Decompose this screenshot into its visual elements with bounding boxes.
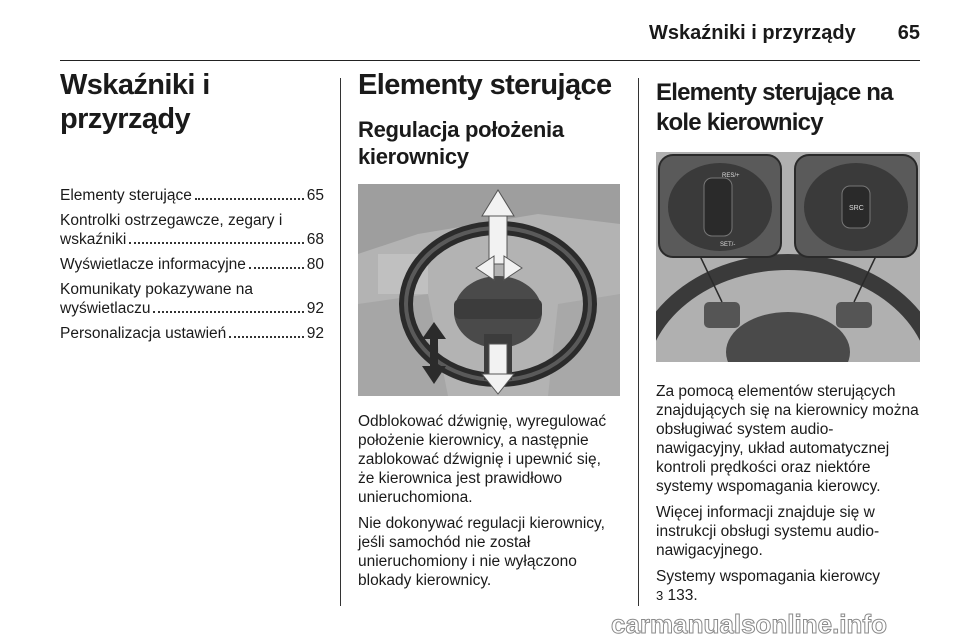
steering-wheel-controls-illustration <box>656 152 920 362</box>
toc-entry-page: 80 <box>306 256 324 273</box>
watermark <box>608 606 928 640</box>
toc-entry-label: Personalizacja ustawień <box>60 325 227 342</box>
section-title: Elementy sterujące na kole kierownicy <box>656 79 893 136</box>
column-steering-adjustment <box>358 68 620 597</box>
reference-arrow-icon: 3 <box>656 588 664 603</box>
column-divider <box>638 78 639 606</box>
column-divider <box>340 78 341 606</box>
section-title: Elementy sterujące <box>358 69 612 101</box>
toc-entry-label: Komunikaty pokazywane na <box>60 281 254 298</box>
running-header <box>649 22 920 45</box>
toc-entry-page: 92 <box>306 300 324 317</box>
paragraph: Nie dokonywać regulacji kierownicy, jeśli samochód nie został unieruchomiony i nie wyłączono blokady kierownicy. <box>358 515 605 589</box>
toc-entry-page: 65 <box>306 187 324 204</box>
toc-entry[interactable] <box>60 211 324 249</box>
header-page-number: 65 <box>897 22 920 44</box>
column-toc <box>60 68 324 349</box>
header-title: Wskaźniki i przyrządy <box>649 22 856 44</box>
chapter-title: Wskaźniki i przyrządy <box>60 69 210 135</box>
cross-reference-page[interactable]: 133. <box>667 587 698 604</box>
table-of-contents <box>60 186 324 343</box>
toc-entry[interactable] <box>60 280 324 318</box>
steering-adjustment-illustration <box>358 184 620 396</box>
column-wheel-controls <box>656 68 920 612</box>
toc-entry-label: Kontrolki ostrzegawcze, zegary i <box>60 212 283 229</box>
subsection-title: Regulacja położenia kierownicy <box>358 117 564 169</box>
cross-reference-text: Systemy wspomagania kierowcy <box>656 568 880 585</box>
toc-entry-label: wskaźniki <box>60 231 127 248</box>
cross-reference <box>656 567 920 605</box>
toc-leader <box>153 311 303 313</box>
toc-entry-page: 68 <box>306 231 324 248</box>
toc-entry-label: Wyświetlacze informacyjne <box>60 256 246 273</box>
toc-entry-label: wyświetlaczu <box>60 300 151 317</box>
toc-entry-label: Elementy sterujące <box>60 187 192 204</box>
toc-leader <box>249 267 304 269</box>
toc-leader <box>129 242 303 244</box>
src-label: SRC <box>849 205 864 212</box>
set-label: SET/- <box>720 242 736 248</box>
toc-leader <box>229 336 303 338</box>
toc-entry-page: 92 <box>306 325 324 342</box>
toc-entry[interactable] <box>60 186 324 205</box>
toc-entry[interactable] <box>60 255 324 274</box>
paragraph: Odblokować dźwignię, wyregulować położenie kierownicy, a następnie zablokować dźwignię i upewnić się, że kierownica jest prawidłowo unieruchomiona. <box>358 413 607 506</box>
toc-leader <box>195 198 304 200</box>
paragraph: Za pomocą elementów sterujących znajdujących się na kierownicy można obsługiwać system audio-nawigacyjny, układ automatycznej kontroli prędkości oraz niektóre systemy wspomagania kierowcy. <box>656 383 919 495</box>
res-label: RES/+ <box>722 173 740 179</box>
paragraph: Więcej informacji znajduje się w instrukcji obsługi systemu audio-nawigacyjnego. <box>656 504 880 559</box>
toc-entry[interactable] <box>60 324 324 343</box>
watermark-text: carmanualsonline.info <box>611 609 887 639</box>
header-rule <box>60 60 920 61</box>
